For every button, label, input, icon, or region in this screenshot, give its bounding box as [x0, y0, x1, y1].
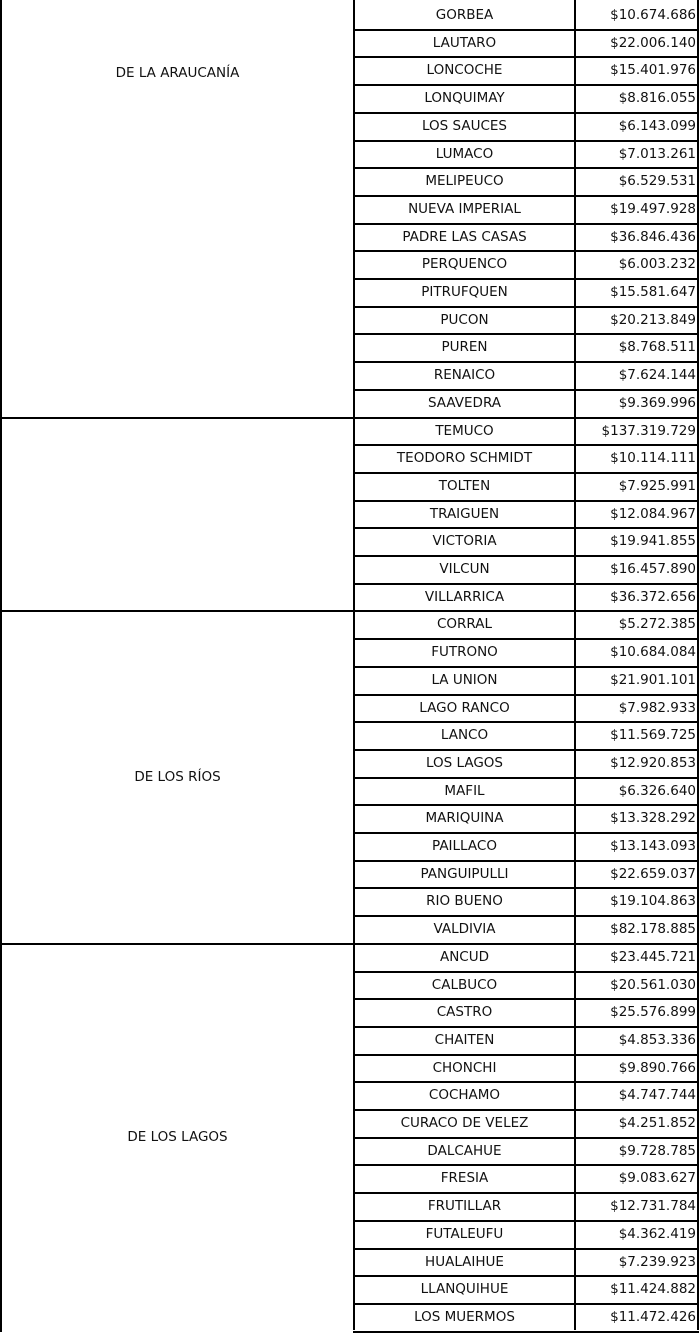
region-top-border — [0, 610, 355, 612]
commune-name: NUEVA IMPERIAL — [408, 200, 521, 217]
commune-amount: $82.178.885 — [610, 921, 696, 938]
commune-amount: $22.006.140 — [610, 34, 696, 51]
commune-amount: $4.853.336 — [618, 1031, 696, 1048]
commune-name: CASTRO — [436, 1004, 493, 1021]
commune-name: TEMUCO — [435, 422, 494, 439]
commune-name: FUTRONO — [431, 644, 498, 661]
commune-amount: $6.143.099 — [618, 117, 696, 134]
commune-name: LONCOCHE — [426, 62, 503, 79]
commune-name: TOLTEN — [438, 477, 491, 494]
commune-amount: $8.768.511 — [618, 339, 696, 356]
commune-name: PITRUFQUEN — [421, 284, 508, 300]
commune-amount: $9.369.996 — [618, 394, 696, 411]
commune-name: MELIPEUCO — [425, 173, 504, 190]
commune-name: LANCO — [440, 727, 489, 744]
commune-amount: $36.372.656 — [610, 588, 696, 605]
commune-name: VICTORIA — [432, 533, 497, 550]
commune-amount: $7.982.933 — [618, 699, 696, 716]
commune-name: PANGUIPULLI — [420, 865, 509, 882]
commune-amount: $9.890.766 — [618, 1059, 696, 1076]
commune-name: RIO BUENO — [426, 893, 503, 910]
commune-name: LA UNION — [431, 671, 498, 688]
commune-amount: $6.326.640 — [618, 782, 696, 799]
commune-amount: $11.424.882 — [610, 1281, 696, 1298]
commune-amount: $9.728.785 — [618, 1142, 696, 1159]
commune-name: LUMACO — [435, 145, 494, 162]
commune-name: FRESIA — [440, 1170, 489, 1187]
commune-name: LOS SAUCES — [422, 117, 507, 134]
commune-name: COCHAMO — [428, 1087, 501, 1104]
commune-name: CORRAL — [436, 616, 493, 633]
commune-name: LLANQUIHUE — [420, 1281, 509, 1298]
commune-amount: $7.013.261 — [618, 145, 696, 162]
commune-amount: $36.846.436 — [610, 228, 696, 245]
commune-amount: $6.003.232 — [618, 256, 696, 273]
commune-name: GORBEA — [435, 7, 494, 23]
commune-amount: $10.684.084 — [610, 644, 696, 661]
commune-amount: $10.674.686 — [610, 7, 696, 23]
commune-name: LOS LAGOS — [425, 754, 503, 771]
region-left-border — [0, 418, 2, 612]
commune-name: PERQUENCO — [421, 256, 508, 273]
commune-amount: $20.561.030 — [610, 976, 696, 993]
commune-amount: $7.925.991 — [618, 477, 696, 494]
commune-amount: $19.941.855 — [610, 533, 696, 550]
commune-amount: $137.319.729 — [601, 422, 696, 439]
commune-name: LONQUIMAY — [424, 90, 505, 107]
commune-name: VILCUN — [439, 561, 490, 577]
commune-name: DALCAHUE — [427, 1142, 502, 1159]
commune-name: CALBUCO — [431, 976, 498, 993]
region-top-border — [0, 417, 355, 419]
region-name: DE LA ARAUCANÍA — [115, 65, 240, 82]
commune-amount: $20.213.849 — [610, 311, 696, 328]
commune-amount: $19.104.863 — [610, 893, 696, 910]
commune-amount: $15.401.976 — [610, 62, 696, 79]
commune-amount: $12.920.853 — [610, 754, 696, 771]
commune-name: RENAICO — [433, 367, 496, 384]
commune-name: HUALAIHUE — [425, 1253, 504, 1270]
commune-amount: $11.569.725 — [610, 727, 696, 744]
commune-name: PUREN — [441, 339, 488, 356]
commune-amount: $11.472.426 — [610, 1308, 696, 1325]
commune-name: MAFIL — [444, 782, 485, 799]
commune-name: LOS MUERMOS — [414, 1308, 515, 1325]
commune-amount: $12.731.784 — [610, 1198, 696, 1215]
commune-amount: $4.747.744 — [618, 1087, 696, 1104]
commune-name: MARIQUINA — [425, 810, 504, 827]
commune-name: FUTALEUFU — [425, 1225, 504, 1242]
commune-amount: $23.445.721 — [610, 948, 696, 965]
commune-name: PAILLACO — [432, 838, 497, 854]
commune-name: LAGO RANCO — [419, 699, 510, 716]
commune-amount: $22.659.037 — [610, 865, 696, 882]
commune-amount: $12.084.967 — [610, 505, 696, 522]
region-name: DE LOS LAGOS — [127, 1128, 228, 1145]
commune-amount: $13.328.292 — [610, 810, 696, 827]
commune-amount: $4.251.852 — [618, 1115, 696, 1131]
commune-name: TEODORO SCHMIDT — [396, 450, 533, 467]
region-name: DE LOS RÍOS — [134, 768, 221, 785]
commune-amount: $25.576.899 — [610, 1004, 696, 1021]
commune-amount: $5.272.385 — [618, 616, 696, 633]
commune-name: PADRE LAS CASAS — [402, 228, 527, 245]
commune-amount: $16.457.890 — [610, 561, 696, 577]
commune-name: VALDIVIA — [433, 921, 496, 938]
region-top-border — [0, 943, 355, 945]
commune-name: LAUTARO — [432, 34, 497, 51]
commune-amount: $7.624.144 — [618, 367, 696, 384]
commune-amount: $15.581.647 — [610, 284, 696, 300]
commune-name: TRAIGUEN — [429, 505, 500, 522]
commune-amount: $10.114.111 — [610, 450, 696, 467]
commune-name: ANCUD — [439, 948, 490, 965]
commune-name: CHONCHI — [432, 1059, 497, 1076]
commune-amount: $19.497.928 — [610, 200, 696, 217]
row-divider — [353, 1331, 699, 1333]
commune-name: FRUTILLAR — [427, 1198, 502, 1215]
commune-amount: $6.529.531 — [618, 173, 696, 190]
commune-amount: $9.083.627 — [618, 1170, 696, 1187]
commune-name: SAAVEDRA — [427, 394, 502, 411]
commune-name: CHAITEN — [434, 1031, 495, 1048]
commune-amount: $4.362.419 — [618, 1225, 696, 1242]
commune-name: CURACO DE VELEZ — [400, 1115, 529, 1131]
commune-name: VILLARRICA — [424, 588, 505, 605]
commune-name: PUCON — [440, 311, 489, 328]
commune-amount: $7.239.923 — [618, 1253, 696, 1270]
commune-amount: $13.143.093 — [610, 838, 696, 854]
commune-amount: $21.901.101 — [610, 671, 696, 688]
commune-amount: $8.816.055 — [618, 90, 696, 107]
